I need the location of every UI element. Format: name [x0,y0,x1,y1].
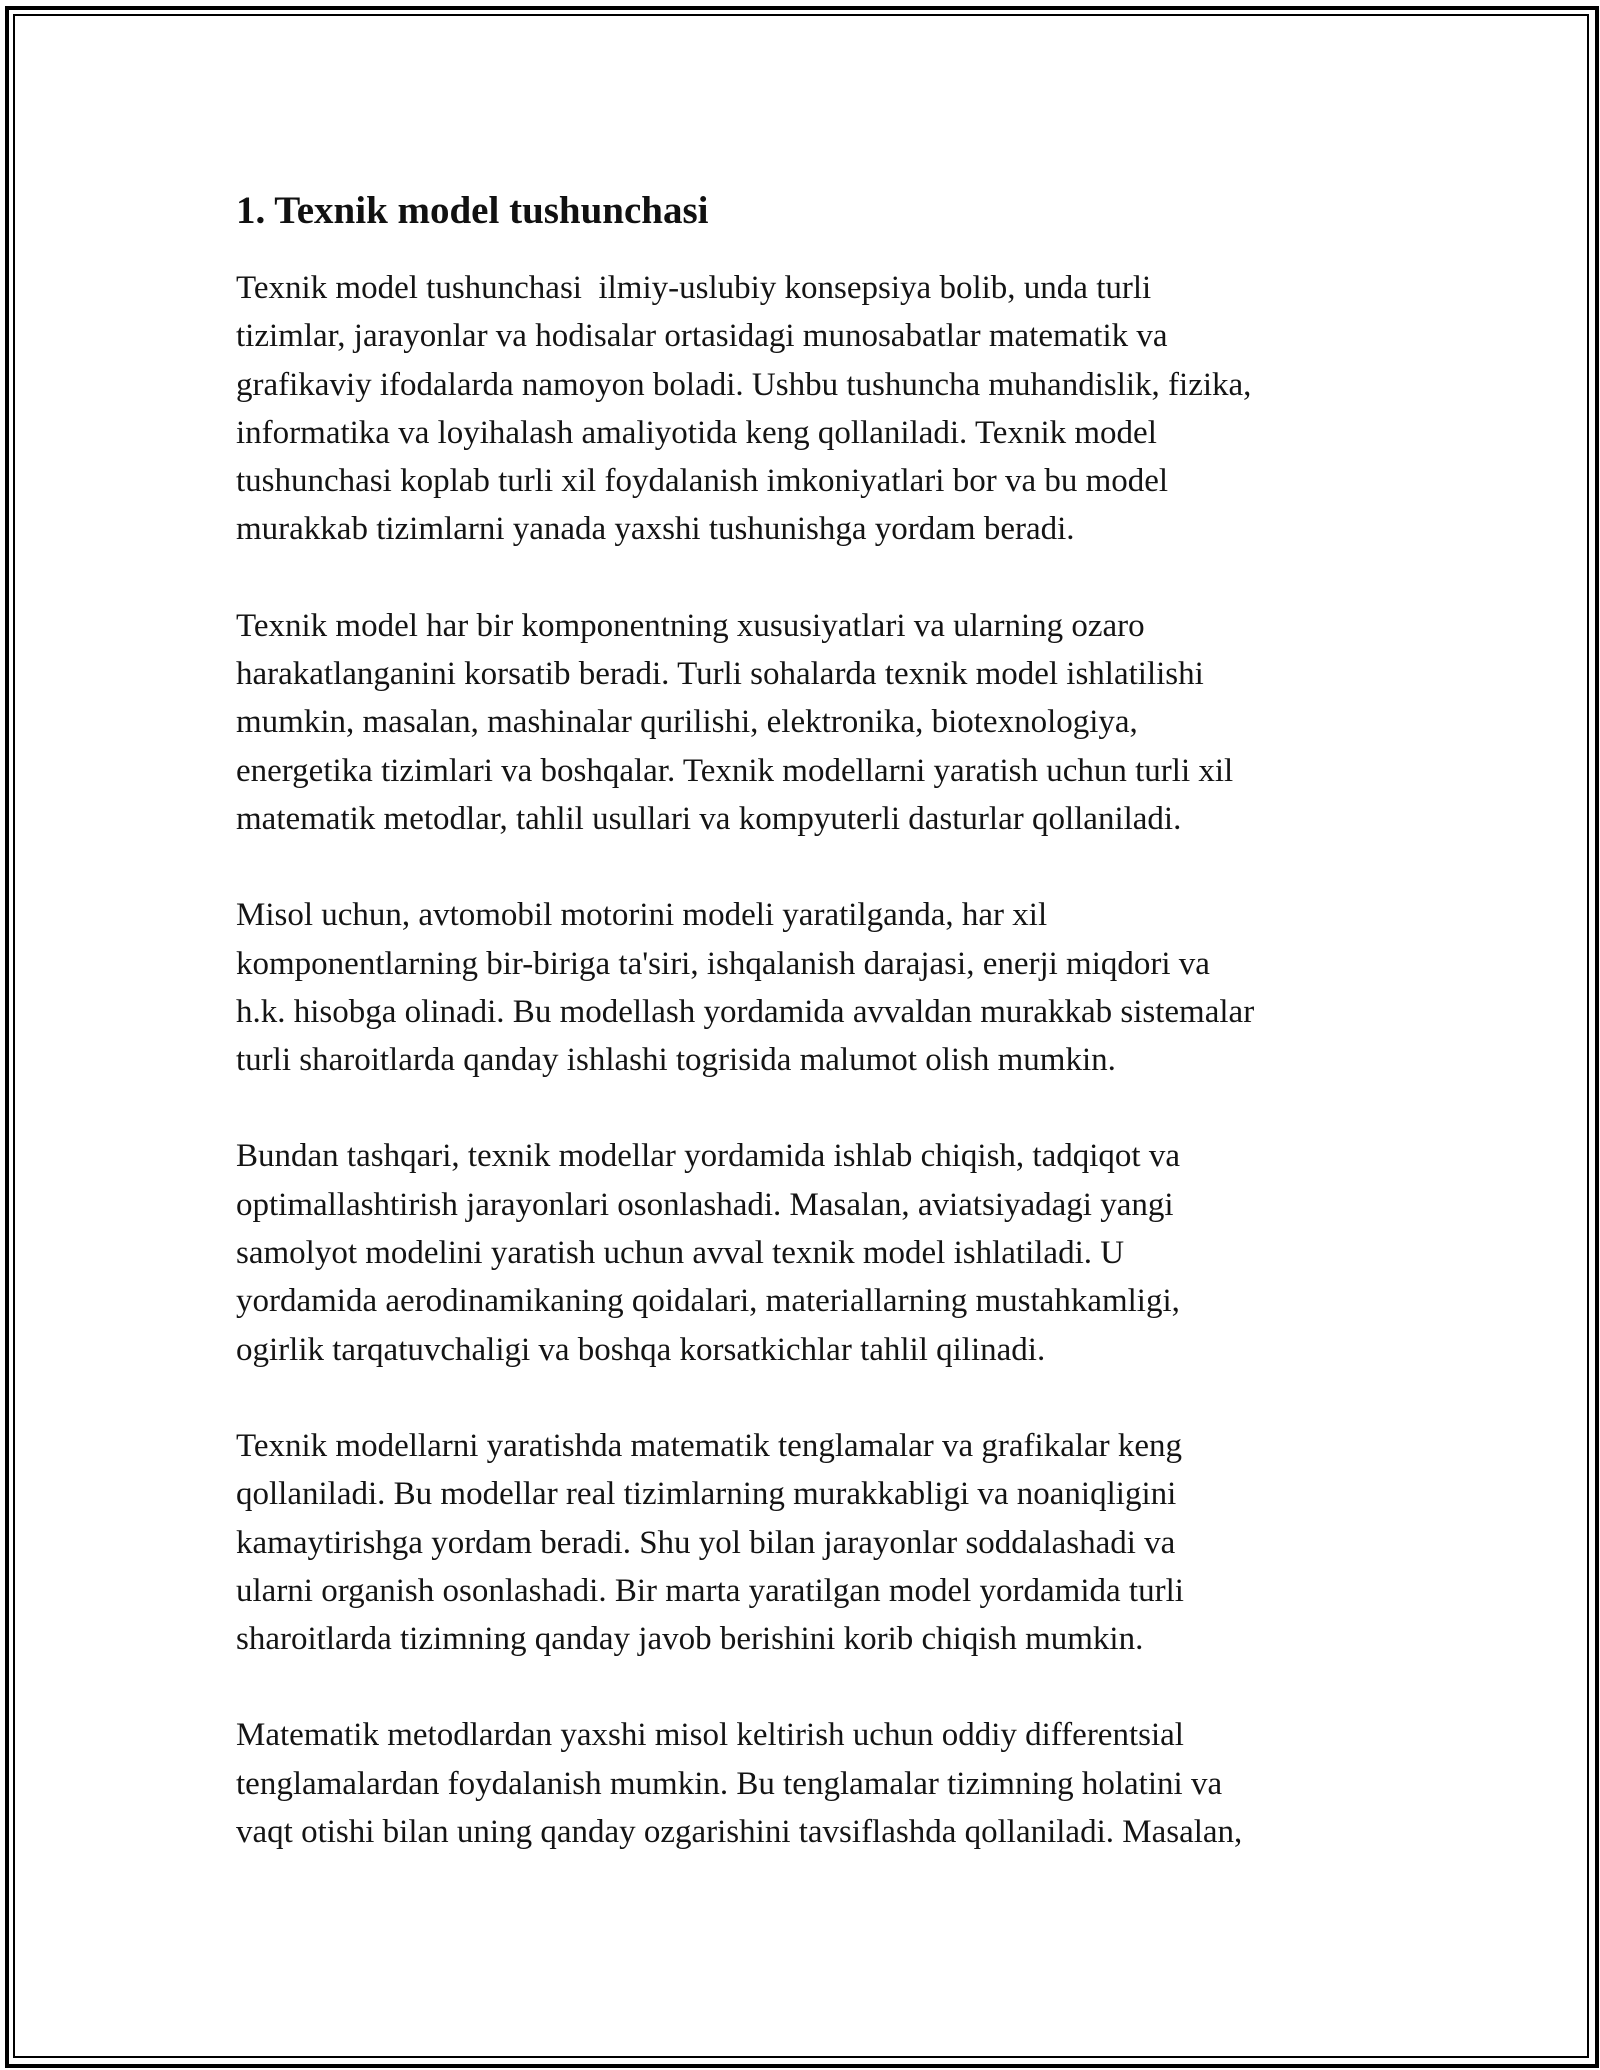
text-line: turli sharoitlarda qanday ishlashi togrisida malumot olish mumkin. [236,1042,1116,1079]
text-line: harakatlanganini korsatib beradi. Turli sohalarda texnik model ishlatilishi [236,656,1204,693]
paragraph-5 [236,1422,1376,1663]
text-line: grafikaviy ifodalarda namoyon boladi. Ushbu tushuncha muhandislik, fizika, [236,366,1252,403]
text-line: mumkin, masalan, mashinalar qurilishi, elektronika, biotexnologiya, [236,704,1138,741]
text-line: murakkab tizimlarni yanada yaxshi tushunishga yordam beradi. [236,511,1075,548]
text-line: tenglamalardan foydalanish mumkin. Bu tenglamalar tizimning holatini va [236,1765,1223,1802]
text-line: ogirlik tarqatuvchaligi va boshqa korsatkichlar tahlil qilinadi. [236,1331,1046,1368]
text-line: tushunchasi koplab turli xil foydalanish imkoniyatlari bor va bu model [236,463,1169,500]
text-line: samolyot modelini yaratish uchun avval texnik model ishlatiladi. U [236,1235,1125,1272]
text-line: komponentlarning bir-biriga ta'siri, ishqalanish darajasi, enerji miqdori va [236,945,1210,982]
section-heading: 1. Texnik model tushunchasi [236,189,709,232]
text-line: qollaniladi. Bu modellar real tizimlarning murakkabligi va noaniqligini [236,1476,1177,1513]
paragraph-6 [236,1711,1376,1856]
text-line: Texnik modellarni yaratishda matematik tenglamalar va grafikalar keng [236,1427,1183,1464]
paragraph-4 [236,1132,1376,1373]
text-line: h.k. hisobga olinadi. Bu modellash yordamida avvaldan murakkab sistemalar [236,993,1255,1030]
text-line: Misol uchun, avtomobil motorini modeli yaratilganda, har xil [236,897,1048,934]
text-line: ularni organish osonlashadi. Bir marta yaratilgan model yordamida turli [236,1572,1184,1609]
document-body [236,186,1376,1904]
text-line: Bundan tashqari, texnik modellar yordamida ishlab chiqish, tadqiqot va [236,1138,1180,1175]
text-line: tizimlar, jarayonlar va hodisalar ortasidagi munosabatlar matematik va [236,318,1168,355]
text-line: matematik metodlar, tahlil usullari va kompyuterli dasturlar qollaniladi. [236,800,1182,837]
paragraph-2 [236,602,1376,843]
text-line: yordamida aerodinamikaning qoidalari, materiallarning mustahkamligi, [236,1283,1180,1320]
text-line: sharoitlarda tizimning qanday javob berishini korib chiqish mumkin. [236,1621,1144,1658]
text-line: Matematik metodlardan yaxshi misol keltirish uchun oddiy differentsial [236,1717,1184,1754]
text-line: vaqt otishi bilan uning qanday ozgarishini tavsiflashda qollaniladi. Masalan, [236,1814,1243,1851]
text-line: Texnik model tushunchasi ilmiy-uslubiy konsepsiya bolib, unda turli [236,270,1152,306]
paragraph-3 [236,891,1376,1084]
text-line: optimallashtirish jarayonlari osonlashadi. Masalan, aviatsiyadagi yangi [236,1186,1174,1223]
text-line: energetika tizimlari va boshqalar. Texnik modellarni yaratish uchun turli xil [236,752,1234,789]
text-line: kamaytirishga yordam beradi. Shu yol bilan jarayonlar soddalashadi va [236,1524,1176,1561]
paragraph-1 [236,264,1376,554]
text-line: informatika va loyihalash amaliyotida keng qollaniladi. Texnik model [236,414,1157,451]
text-line: Texnik model har bir komponentning xususiyatlari va ularning ozaro [236,607,1145,644]
